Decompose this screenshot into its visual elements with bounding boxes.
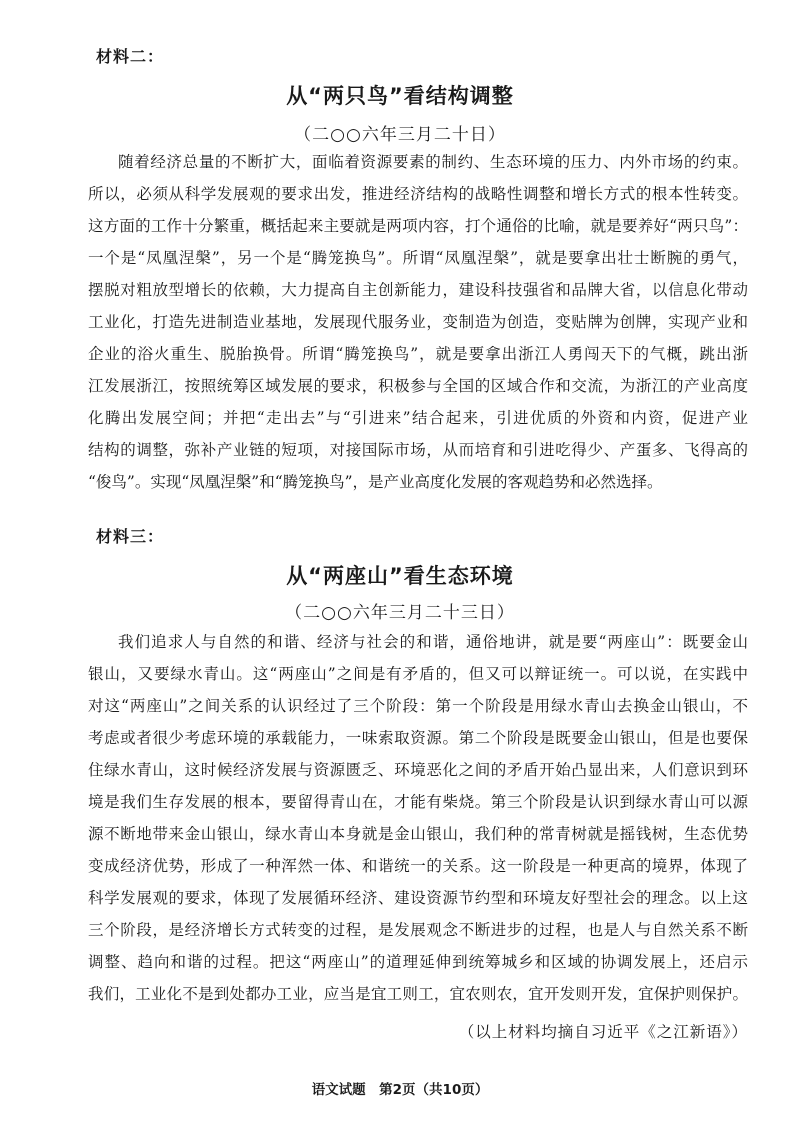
paragraph-line: 银山，又要绿水青山。这“两座山”之间是有矛盾的，但又可以辩证统一。可以说，在实践中 xyxy=(88,665,748,683)
paragraph-line: 随着经济总量的不断扩大，面临着资源要素的制约、生态环境的压力、内外市场的约束。 xyxy=(118,153,748,171)
paragraph-line: 这方面的工作十分繁重，概括起来主要就是两项内容，打个通俗的比喻，就是要养好“两只鸟”： xyxy=(88,217,748,235)
paragraph-line: 化腾出发展空间；并把“走出去”与“引进来”结合起来，引进优质的外资和内资，促进产业 xyxy=(88,409,748,427)
paragraph-line: 对这“两座山”之间关系的认识经过了三个阶段：第一个阶段是用绿水青山去换金山银山，不 xyxy=(88,697,748,715)
source-citation: （以上材料均摘自习近平《之江新语》） xyxy=(458,1023,748,1041)
paragraph-line: 企业的浴火重生、脱胎换骨。所谓“腾笼换鸟”，就是要拿出浙江人勇闯天下的气概，跳出浙 xyxy=(88,345,748,363)
section3-title: 从“两座山”看生态环境 xyxy=(286,564,514,588)
section2-date: （二○○六年三月二十日） xyxy=(294,125,506,145)
section3-label: 材料三： xyxy=(96,527,165,546)
paragraph-line: “俊鸟”。实现“凤凰涅槃”和“腾笼换鸟”，是产业高度化发展的客观趋势和必然选择。 xyxy=(88,473,663,491)
section2-paragraph xyxy=(88,146,748,498)
section2-label: 材料二： xyxy=(96,47,165,66)
paragraph-line: 调整、趋向和谐的过程。把这“两座山”的道理延伸到统筹城乡和区域的协调发展上，还启示 xyxy=(88,953,748,971)
paragraph-line: 江发展浙江，按照统筹区域发展的要求，积极参与全国的区域合作和交流，为浙江的产业高度 xyxy=(88,377,748,395)
paragraph-line: 我们，工业化不是到处都办工业，应当是宜工则工，宜农则农，宜开发则开发，宜保护则保护。 xyxy=(88,985,748,1003)
section2-title: 从“两只鸟”看结构调整 xyxy=(286,84,514,108)
paragraph-line: 一个是“凤凰涅槃”，另一个是“腾笼换鸟”。所谓“凤凰涅槃”，就是要拿出壮士断腕的勇气， xyxy=(88,249,748,267)
section3-paragraph xyxy=(88,626,748,1010)
paragraph-line: 变成经济优势，形成了一种浑然一体、和谐统一的关系。这一阶段是一种更高的境界，体现了 xyxy=(88,857,748,875)
paragraph-line: 摆脱对粗放型增长的依赖，大力提高自主创新能力，建设科技强省和品牌大省，以信息化带动 xyxy=(88,281,748,299)
paragraph-line: 工业化，打造先进制造业基地，发展现代服务业，变制造为创造，变贴牌为创牌，实现产业和 xyxy=(88,313,748,331)
paragraph-line: 境是我们生存发展的根本，要留得青山在，才能有柴烧。第三个阶段是认识到绿水青山可以源 xyxy=(88,793,748,811)
paragraph-line: 源不断地带来金山银山，绿水青山本身就是金山银山，我们种的常青树就是摇钱树，生态优势 xyxy=(88,825,748,843)
paragraph-line: 考虑或者很少考虑环境的承载能力，一味索取资源。第二个阶段是既要金山银山，但是也要保 xyxy=(88,729,748,747)
section3-date: （二○○六年三月二十三日） xyxy=(285,603,515,623)
page-footer: 语文试题 第2页（共10页） xyxy=(311,1082,489,1098)
paragraph-line: 科学发展观的要求，体现了发展循环经济、建设资源节约型和环境友好型社会的理念。以上这 xyxy=(88,889,748,907)
paragraph-line: 结构的调整，弥补产业链的短项，对接国际市场，从而培育和引进吃得少、产蛋多、飞得高的 xyxy=(88,441,748,459)
paragraph-line: 三个阶段，是经济增长方式转变的过程，是发展观念不断进步的过程，也是人与自然关系不断 xyxy=(88,921,748,939)
paragraph-line: 我们追求人与自然的和谐、经济与社会的和谐，通俗地讲，就是要“两座山”：既要金山 xyxy=(118,633,748,651)
paragraph-line: 住绿水青山，这时候经济发展与资源匮乏、环境恶化之间的矛盾开始凸显出来，人们意识到环 xyxy=(88,761,748,779)
paragraph-line: 所以，必须从科学发展观的要求出发，推进经济结构的战略性调整和增长方式的根本性转变。 xyxy=(88,185,748,203)
